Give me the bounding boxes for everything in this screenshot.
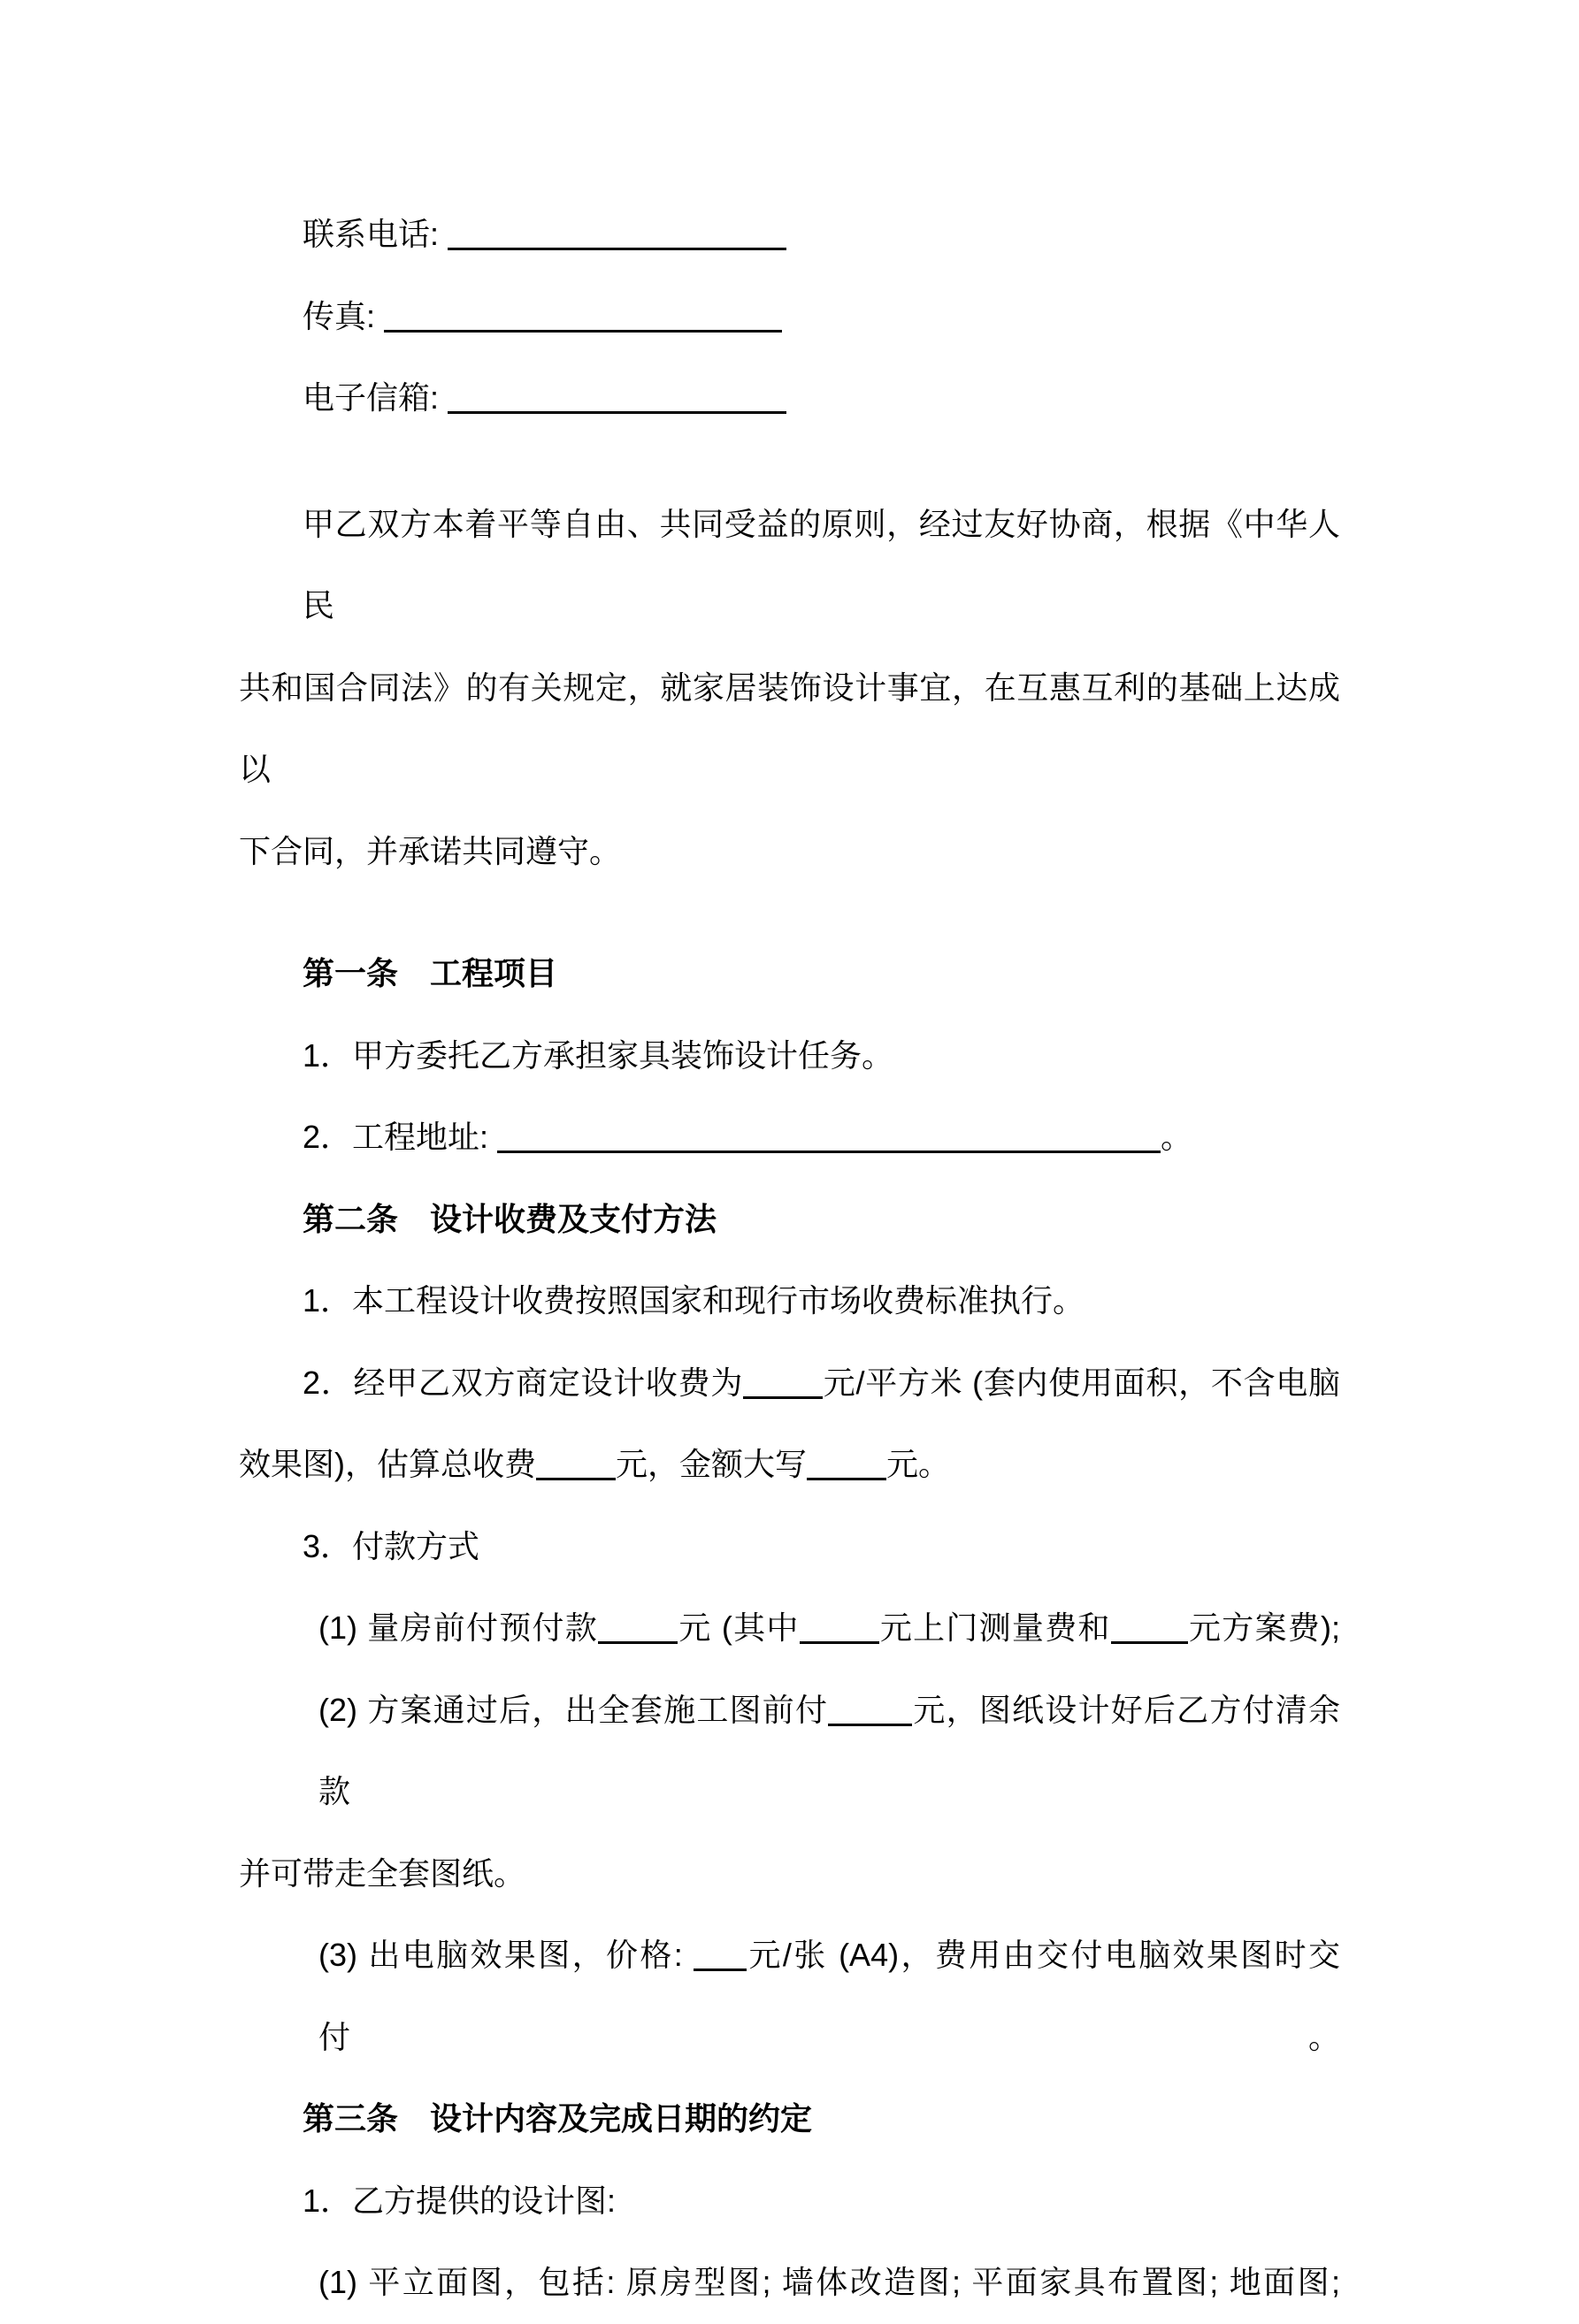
text-run: 传真: bbox=[303, 297, 385, 334]
blank-field bbox=[694, 1967, 747, 1971]
blank-field bbox=[598, 1640, 678, 1644]
article-2-item-1 bbox=[239, 1260, 1340, 1342]
blank-field bbox=[807, 1476, 886, 1480]
article-2-item-3-sub-3 bbox=[239, 1915, 1340, 2078]
text-run: 共和国合同法》的有关规定，就家居装饰设计事宜，在互惠互利的基础上达成以 bbox=[239, 669, 1340, 787]
text-run: 甲乙双方本着平等自由、共同受益的原则，经过友好协商，根据《中华人民 bbox=[303, 505, 1340, 623]
blank-field bbox=[800, 1640, 879, 1644]
text-run: 3．付款方式 bbox=[303, 1527, 480, 1564]
intro-line-1 bbox=[239, 484, 1340, 647]
article-2-heading bbox=[239, 1179, 1340, 1261]
text-run: 效果图)，估算总收费 bbox=[239, 1446, 536, 1482]
article-2-item-2-line-2 bbox=[239, 1424, 1340, 1506]
article-1-item-1 bbox=[239, 1015, 1340, 1097]
text-run: 联系电话: bbox=[303, 216, 448, 252]
text-run: 第二条 设计收费及支付方法 bbox=[303, 1200, 717, 1237]
article-3-item-1 bbox=[239, 2160, 1340, 2243]
article-3-heading bbox=[239, 2078, 1340, 2160]
text-run: (2) 方案通过后，出全套施工图前付 bbox=[318, 1691, 829, 1728]
document-body bbox=[239, 194, 1340, 2324]
text-run: 元，图纸设计好后乙方付清余款 bbox=[318, 1691, 1340, 1809]
text-run: 1．甲方委托乙方承担家具装饰设计任务。 bbox=[303, 1036, 894, 1074]
blank-field bbox=[448, 409, 786, 414]
article-1-heading bbox=[239, 933, 1340, 1015]
text-run: 元上门测量费和 bbox=[878, 1609, 1111, 1646]
text-run: 。 bbox=[1161, 1119, 1193, 1155]
article-2-item-3-sub-2-line-1 bbox=[239, 1670, 1340, 1833]
blank-field bbox=[497, 1149, 1161, 1153]
contact-phone-line bbox=[239, 194, 1340, 276]
blank-field bbox=[384, 328, 782, 333]
article-2-item-3-sub-1 bbox=[239, 1587, 1340, 1670]
text-run: 元/张 (A4)，费用由交付电脑效果图时交付。 bbox=[318, 1937, 1340, 2055]
contact-fax-line bbox=[239, 276, 1340, 358]
blank-field bbox=[828, 1722, 912, 1726]
text-run: 第三条 设计内容及完成日期的约定 bbox=[303, 2100, 813, 2137]
text-run: 第一条 工程项目 bbox=[303, 955, 558, 991]
text-run: (1) 量房前付预付款 bbox=[318, 1609, 599, 1646]
text-run: 1．本工程设计收费按照国家和现行市场收费标准执行。 bbox=[303, 1282, 1085, 1319]
text-run: 元 (其中 bbox=[678, 1609, 800, 1646]
text-run: 元，金额大写 bbox=[616, 1446, 808, 1482]
article-1-item-2 bbox=[239, 1097, 1340, 1179]
text-run: 元/平方米 (套内使用面积，不含电脑 bbox=[823, 1364, 1340, 1401]
article-2-item-3 bbox=[239, 1506, 1340, 1588]
text-run: 并可带走全套图纸。 bbox=[239, 1854, 526, 1892]
text-run: (1) 平立面图，包括: 原房型图; 墙体改造图; 平面家具布置图; 地面图; bbox=[318, 2264, 1340, 2300]
article-2-item-2-line-1 bbox=[239, 1342, 1340, 1425]
text-run: 下合同，并承诺共同遵守。 bbox=[239, 832, 622, 869]
text-run: 1．乙方提供的设计图: bbox=[303, 2182, 617, 2219]
text-run: 电子信箱: bbox=[303, 379, 448, 416]
blank-field bbox=[448, 246, 786, 250]
blank-field bbox=[1111, 1640, 1188, 1644]
text-run: 2．工程地址: bbox=[303, 1119, 498, 1155]
blank-field bbox=[743, 1395, 823, 1399]
text-run: (3) 出电脑效果图，价格: bbox=[318, 1937, 694, 1973]
article-2-item-3-sub-2-line-2 bbox=[239, 1833, 1340, 1915]
contact-email-line bbox=[239, 357, 1340, 440]
intro-line-3 bbox=[239, 811, 1340, 893]
intro-line-2 bbox=[239, 647, 1340, 811]
text-run: 元方案费); bbox=[1187, 1609, 1340, 1646]
article-3-item-1-sub-1 bbox=[239, 2242, 1340, 2324]
blank-field bbox=[536, 1476, 616, 1480]
text-run: 元。 bbox=[886, 1446, 951, 1482]
text-run: 2．经甲乙双方商定设计收费为 bbox=[303, 1364, 744, 1401]
